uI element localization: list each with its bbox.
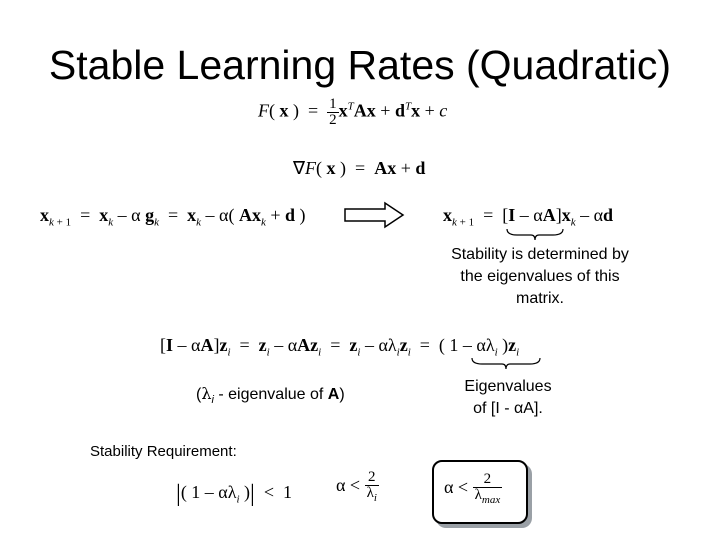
final-result-box <box>432 460 528 524</box>
rearranged-update-equation: $x_{k + 1} = [I - \alpha A]x_k - \alpha d$ <box>443 205 614 229</box>
slide-title: Stable Learning Rates (Quadratic) <box>48 42 672 88</box>
stability-inequality: |( $1 - \alpha\lambda_i$ )| < 1 <box>176 481 292 507</box>
update-rule-equation: $x_{k + 1} = x_k - \alpha$ $g_k = x_k - \alpha$( $Ax_k + d$ ) <box>40 205 306 229</box>
max-eigenvalue-bound: α < $\frac{2}{\lambda_{max}}$ <box>444 471 501 506</box>
gradient-equation: ∇F( x ) = Ax + d <box>293 158 426 178</box>
matrix-brace-top <box>505 227 565 241</box>
eigenvalue-label: ($\lambda_i$ - eigenvalue of A) <box>196 384 345 407</box>
right-arrow-icon <box>345 203 405 227</box>
eigenvector-equation: $[I - \alpha A]z_i = z_i - \alpha Az_i = z_i - \alpha\lambda_iz_i$ = ( $1 - \alpha\lambda_i$ )$z_i$ <box>160 335 520 359</box>
eigenvalues-note: Eigenvalues of [I - αA]. <box>464 378 552 417</box>
quadratic-function-equation: F( x ) = $\frac{1}{2}$ $x^TAx + d^Tx + c$ <box>258 96 448 128</box>
alpha-bound-inequality: α < $\frac{2}{\lambda_i}$ <box>336 469 377 504</box>
stability-requirement-label: Stability Requirement: <box>90 443 237 460</box>
stability-note: Stability is determined by the eigenvalues of this matrix. <box>451 246 629 307</box>
eigenvalue-brace <box>470 356 542 370</box>
